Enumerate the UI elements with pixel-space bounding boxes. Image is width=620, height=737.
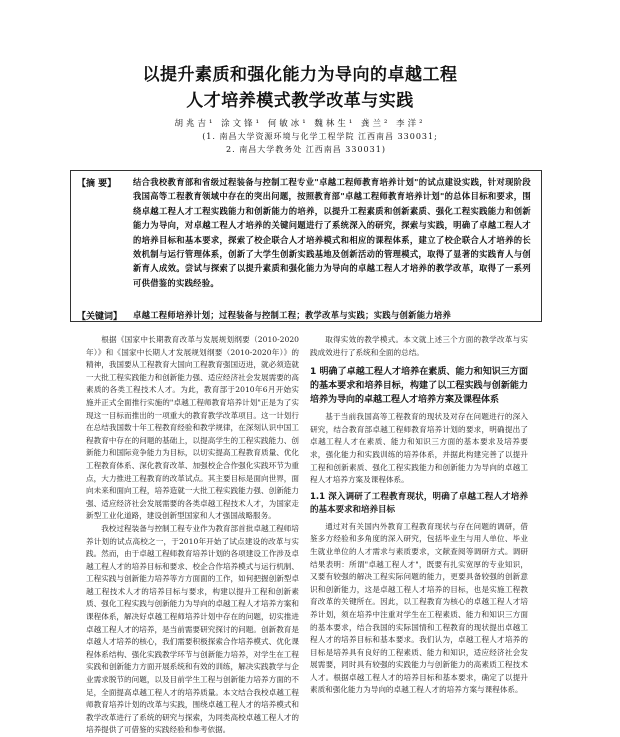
authors: 胡兆吉¹ 涂文锋¹ 何敏冰¹ 魏林生¹ 龚兰² 李洋² (174, 119, 426, 129)
affiliation-1: (1. 南昌大学资源环境与化学工程学院 江西南昌 330031; (202, 132, 438, 141)
keywords-label: 【关键词】 (77, 312, 123, 322)
keywords-text: 卓越工程师培养计划；过程装备与控制工程；教学改革与实践；实践与创新能力培养 (133, 310, 452, 320)
body-paragraph: 我校过程装备与控制工程专业作为教育部首批卓越工程师培养计划的试点高校之一，于2010年开始了试点建设的改革与实践。然而，由于卓越工程师教育培养计划的各项建设工作涉及卓越工程人才的培养目标和要求、校企合作培养模式与运行机制、工程实践与创新能力培养等方方面面的工作，如何把握创新型卓越工程技术人才的培养目标与要求，构建以提升工程和创新素质、强化工程实践与创新能力为导向的卓越工程人才培养方案和课程体系，解决好卓越工程师培养计划中存在的问题，切实推进卓越工程人才的培养，是当前需要研究探讨的问题。创新教育是卓越人才培养的核心，我们需要积极探索合作培养模式、优化课程体系结构、强化实践教学环节与创新能力培养，对学生在工程实践和创新能力方面开展系统和有效的训练，解决实践教学与企业需求脱节的问题，以及目前学生工程与创新能力培养方面的不足，全面提高卓越工程人才的培养质量。本文结合我校卓越工程师教育培养计划的改革与实践，围绕卓越工程人才的培养模式和教学改革进行了系统的研究与探索，为同类高校卓越工程人才的培养提供了可借鉴的实践经验和参考依据。 (86, 523, 299, 735)
body-right-column (310, 334, 528, 714)
section-heading-1-1: 1.1 深入调研了工程教育现状，明确了卓越工程人才培养的基本要求和培养目标 (310, 491, 528, 515)
paper-title-line1: 以提升素质和强化能力为导向的卓越工程 (142, 65, 458, 85)
paper-title-line2: 人才培养模式教学改革与实践 (186, 91, 414, 111)
abstract-label: 【摘 要】 (77, 179, 117, 189)
abstract-text: 结合我校教育部和省级过程装备与控制工程专业"卓越工程师教育培养计划"的试点建设实践，针对现阶段我国高等工程教育领域中存在的突出问题，按照教育部"卓越工程师教育培养计划"的总体目标和要求，围绕卓越工程人才工程实践能力和创新能力的培养，以提升工程素质和创新素质、强化工程实践能力和创新能力为导向，对卓越工程人才培养的关键问题进行了系统深入的研究，探索与实践，明确了卓越工程人才的培养目标和基本要求，探索了校企联合人才培养模式和相应的课程体系，建立了校企联合人才培养的长效机制与运行管理体系，创新了大学生创新实践基地及创新活动的管理模式，取得了显著的实践育人与创新育人成效。尝试与探索了以提升素质和强化能力为导向的卓越工程人才培养的教学改革，取得了一系列可供借鉴的实践经验。 (133, 177, 531, 288)
body-paragraph: 基于当前我国高等工程教育的现状及对存在问题进行的深入研究，结合教育部卓越工程师教育培养计划的要求，明确提出了卓越工程人才在素质、能力和知识三方面的基本要求及培养要求，强化能力和实践训练的培养体系，并据此构建完善了以提升工程和创新素质、强化工程实践能力和创新能力为导向的卓越工程人才培养方案及课程体系。 (310, 412, 528, 485)
section-heading-1: 1 明确了卓越工程人才培养在素质、能力和知识三方面的基本要求和培养目标，构建了以工程实践与创新能力培养为导向的卓越工程人才培养方案及课程体系 (310, 367, 528, 406)
body-paragraph: 根据《国家中长期教育改革与发展规划纲要（2010-2020年）》和《国家中长期人才发展规划纲要（2010-2020年）》的精神，我国要从工程教育大国向工程教育强国迈进，就必须造就一大批工程实践能力和创新能力强、适应经济社会发展需要的高素质的各类工程技术人才。为此，教育部于2010年6月开始实施并正式全面推行实施的"卓越工程师教育培养计划"正是为了实现这一目标而推出的一项重大的教育教学改革项目。这一计划行在总结我国数十年工程教育经验和教学规律，在深刻认识中国工程教育中存在的问题的基础上，以提高学生的工程实践能力、创新能力和国际竞争能力为目标，以切实提高工程教育质量、优化工程教育体系、深化教育改革、加强校企合作强化实践环节为重点，大力推进工程教育的改革试点。其主要目标是面向世界，面向未来和面向工程，培养造就一大批工程实践能力强、创新能力强、适应经济社会发展需要的各类卓越工程技术人才，为国家走新型工业化道路，建设创新型国家和人才强国战略服务。 (86, 335, 299, 521)
abstract-box (70, 170, 542, 322)
body-paragraph: 通过对有关国内外教育工程教育现状与存在问题的调研，借鉴多方经验和多角度的深入研究，包括毕业生与用人单位、毕业生就业单位的人才需求与素质要求，文献查阅等调研方式。调研结果表明：所谓"卓越工程人才"，既要有扎实宽厚的专业知识，又要有较强的解决工程实际问题的能力，更要具备较强的创新意识和创新能力，这是卓越工程人才培养的目标，也是实施工程教育改革的关键所在。因此，以工程教育为核心的卓越工程人才培养计划，须在培养中注重对学生在工程素质、能力和知识三方面的基本要求，结合我国的实际国情和工程教育的现状提出卓越工程人才的培养目标和基本要求。我们认为，卓越工程人才培养的目标是培养具有良好的工程素质、能力和知识，适应经济社会发展需要，同时具有较强的实践能力与创新能力的高素质工程技术人才。根据卓越工程人才的培养目标和基本要求，确定了以提升素质和强化能力为导向的卓越工程人才的培养方案与课程体系。 (310, 521, 528, 695)
affiliation-2: 2. 南昌大学教务处 江西南昌 330031) (226, 145, 386, 154)
body-left-column (86, 334, 299, 735)
body-paragraph: 取得实效的教学模式。本文就上述三个方面的教学改革与实践成效进行了系统和全面的总结。 (310, 335, 528, 357)
